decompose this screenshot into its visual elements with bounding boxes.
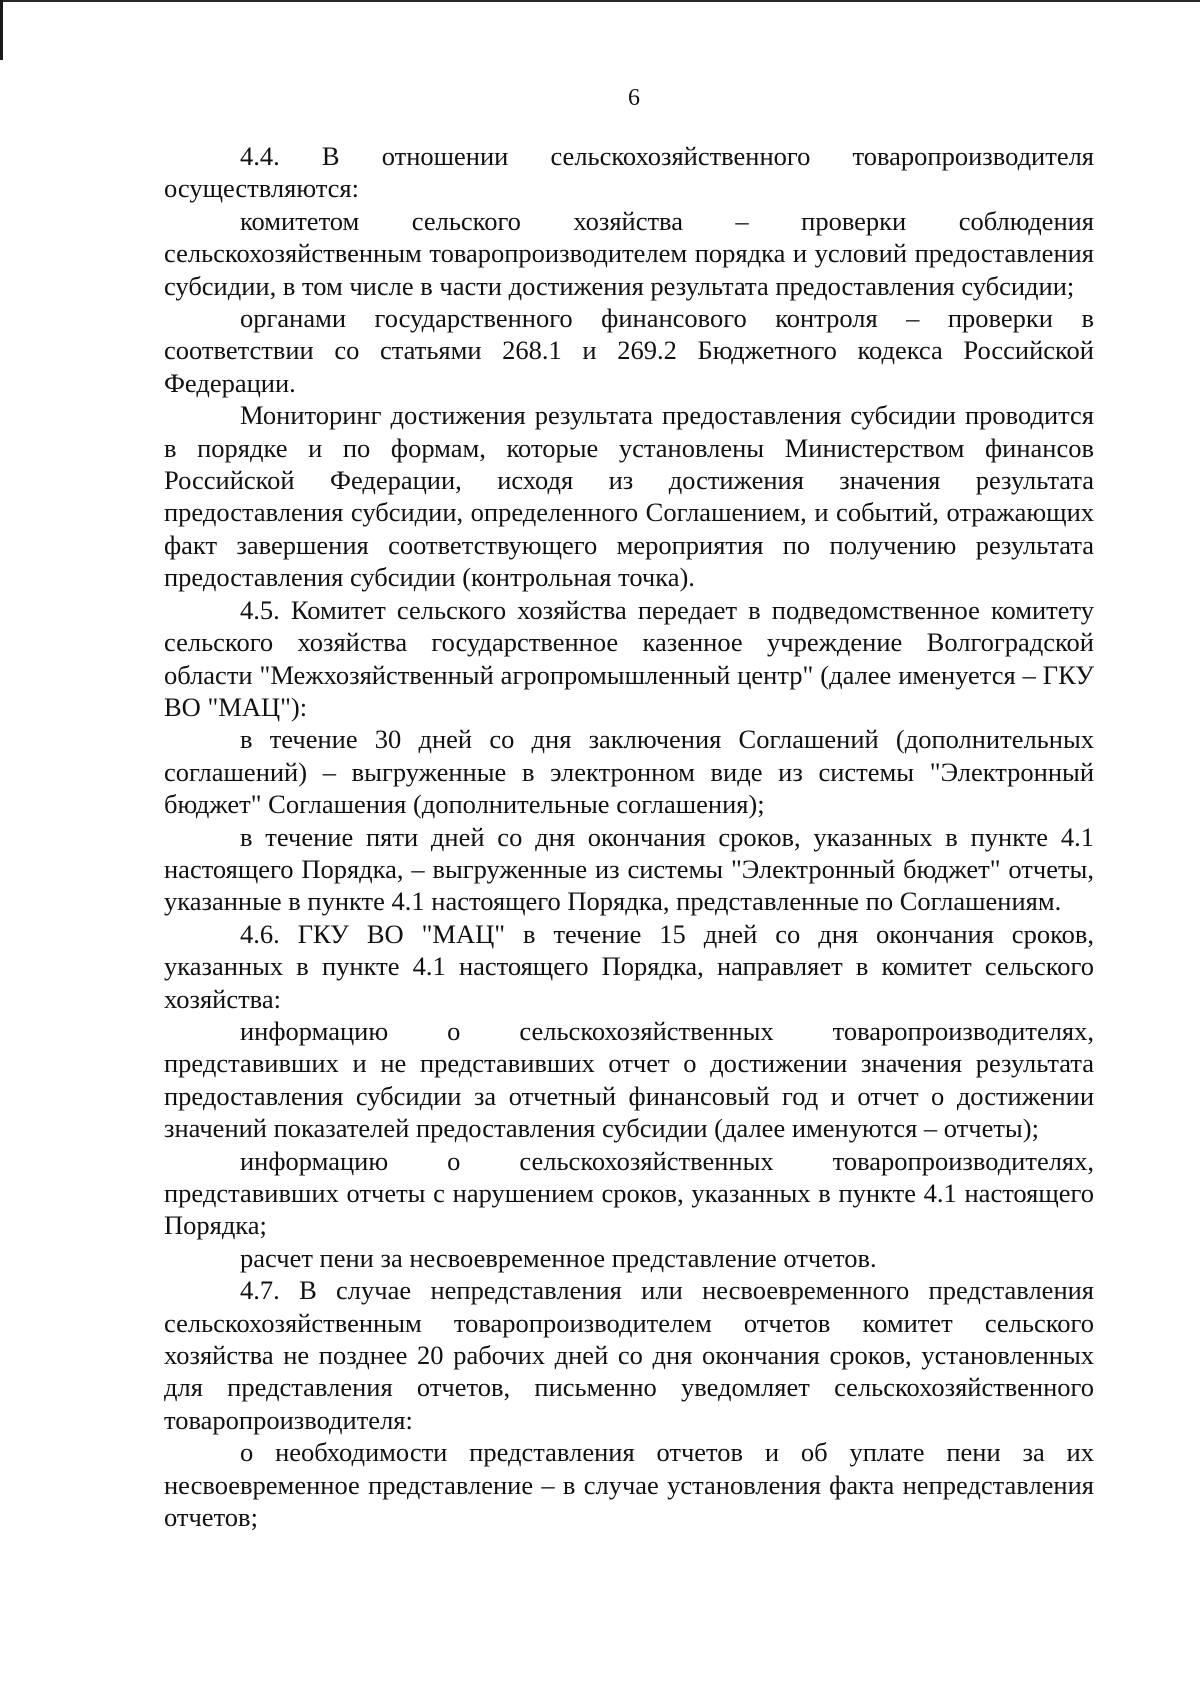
- paragraph-info-reports: информацию о сельскохозяйственных товаропроизводителях, представивших и не представивших отчет о достижении значения результата предоставления субсидии за отчетный финансовый год и отчет о достижении значений показателей предоставления субсидии (далее именуются – отчеты);: [164, 1015, 1094, 1144]
- paragraph-30-days: в течение 30 дней со дня заключения Соглашений (дополнительных соглашений) – выгруженные в электронном виде из системы "Электронный бюджет" Соглашения (дополнительные соглашения);: [164, 724, 1094, 820]
- paragraph-notice-penalty: о необходимости представления отчетов и об уплате пени за их несвоевременное представление – в случае установления факта непредставления отчетов;: [164, 1437, 1094, 1533]
- paragraph-info-violations: информацию о сельскохозяйственных товаропроизводителях, представивших отчеты с нарушением сроков, указанных в пункте 4.1 настоящего Порядка;: [164, 1145, 1094, 1241]
- paragraph-4-6: 4.6. ГКУ ВО "МАЦ" в течение 15 дней со дня окончания сроков, указанных в пункте 4.1 настоящего Порядка, направляет в комитет сельского хозяйства:: [164, 918, 1094, 1014]
- document-body: [164, 140, 1094, 1533]
- paragraph-committee-checks: комитетом сельского хозяйства – проверки соблюдения сельскохозяйственным товаропроизводителем порядка и условий предоставления субсидии, в том числе в части достижения результата предоставления субсидии;: [164, 205, 1094, 301]
- paragraph-4-4: 4.4. В отношении сельскохозяйственного товаропроизводителя осуществляются:: [164, 141, 1094, 204]
- scan-edge-left: [0, 0, 3, 60]
- paragraph-4-5: 4.5. Комитет сельского хозяйства передает в подведомственное комитету сельского хозяйства государственное казенное учреждение Волгоградской области "Межхозяйственный агропромышленный центр" (далее именуется – ГКУ ВО "МАЦ"):: [164, 594, 1094, 722]
- paragraph-4-7: 4.7. В случае непредставления или несвоевременного представления сельскохозяйственным товаропроизводителем отчетов комитет сельского хозяйства не позднее 20 рабочих дней со дня окончания сроков, установленных для представления отчетов, письменно уведомляет сельскохозяйственного товаропроизводителя:: [164, 1275, 1094, 1435]
- page-number: 6: [628, 85, 640, 111]
- paragraph-penalty-calc: расчет пени за несвоевременное представление отчетов.: [240, 1242, 877, 1273]
- paragraph-five-days: в течение пяти дней со дня окончания сроков, указанных в пункте 4.1 настоящего Порядка, – выгруженные из системы "Электронный бюджет" отчеты, указанные в пункте 4.1 настоящего Порядка, представленные по Соглашениям.: [164, 821, 1094, 917]
- paragraph-financial-control: органами государственного финансового контроля – проверки в соответствии со статьями 268.1 и 269.2 Бюджетного кодекса Российской Федерации.: [164, 303, 1094, 398]
- scan-edge-top: [0, 0, 1200, 2]
- paragraph-monitoring: Мониторинг достижения результата предоставления субсидии проводится в порядке и по формам, которые установлены Министерством финансов Российской Федерации, исходя из достижения значения результата предоставления субсидии, определенного Соглашением, и событий, отражающих факт завершения соответствующего мероприятия по получению результата предоставления субсидии (контрольная точка).: [164, 400, 1094, 593]
